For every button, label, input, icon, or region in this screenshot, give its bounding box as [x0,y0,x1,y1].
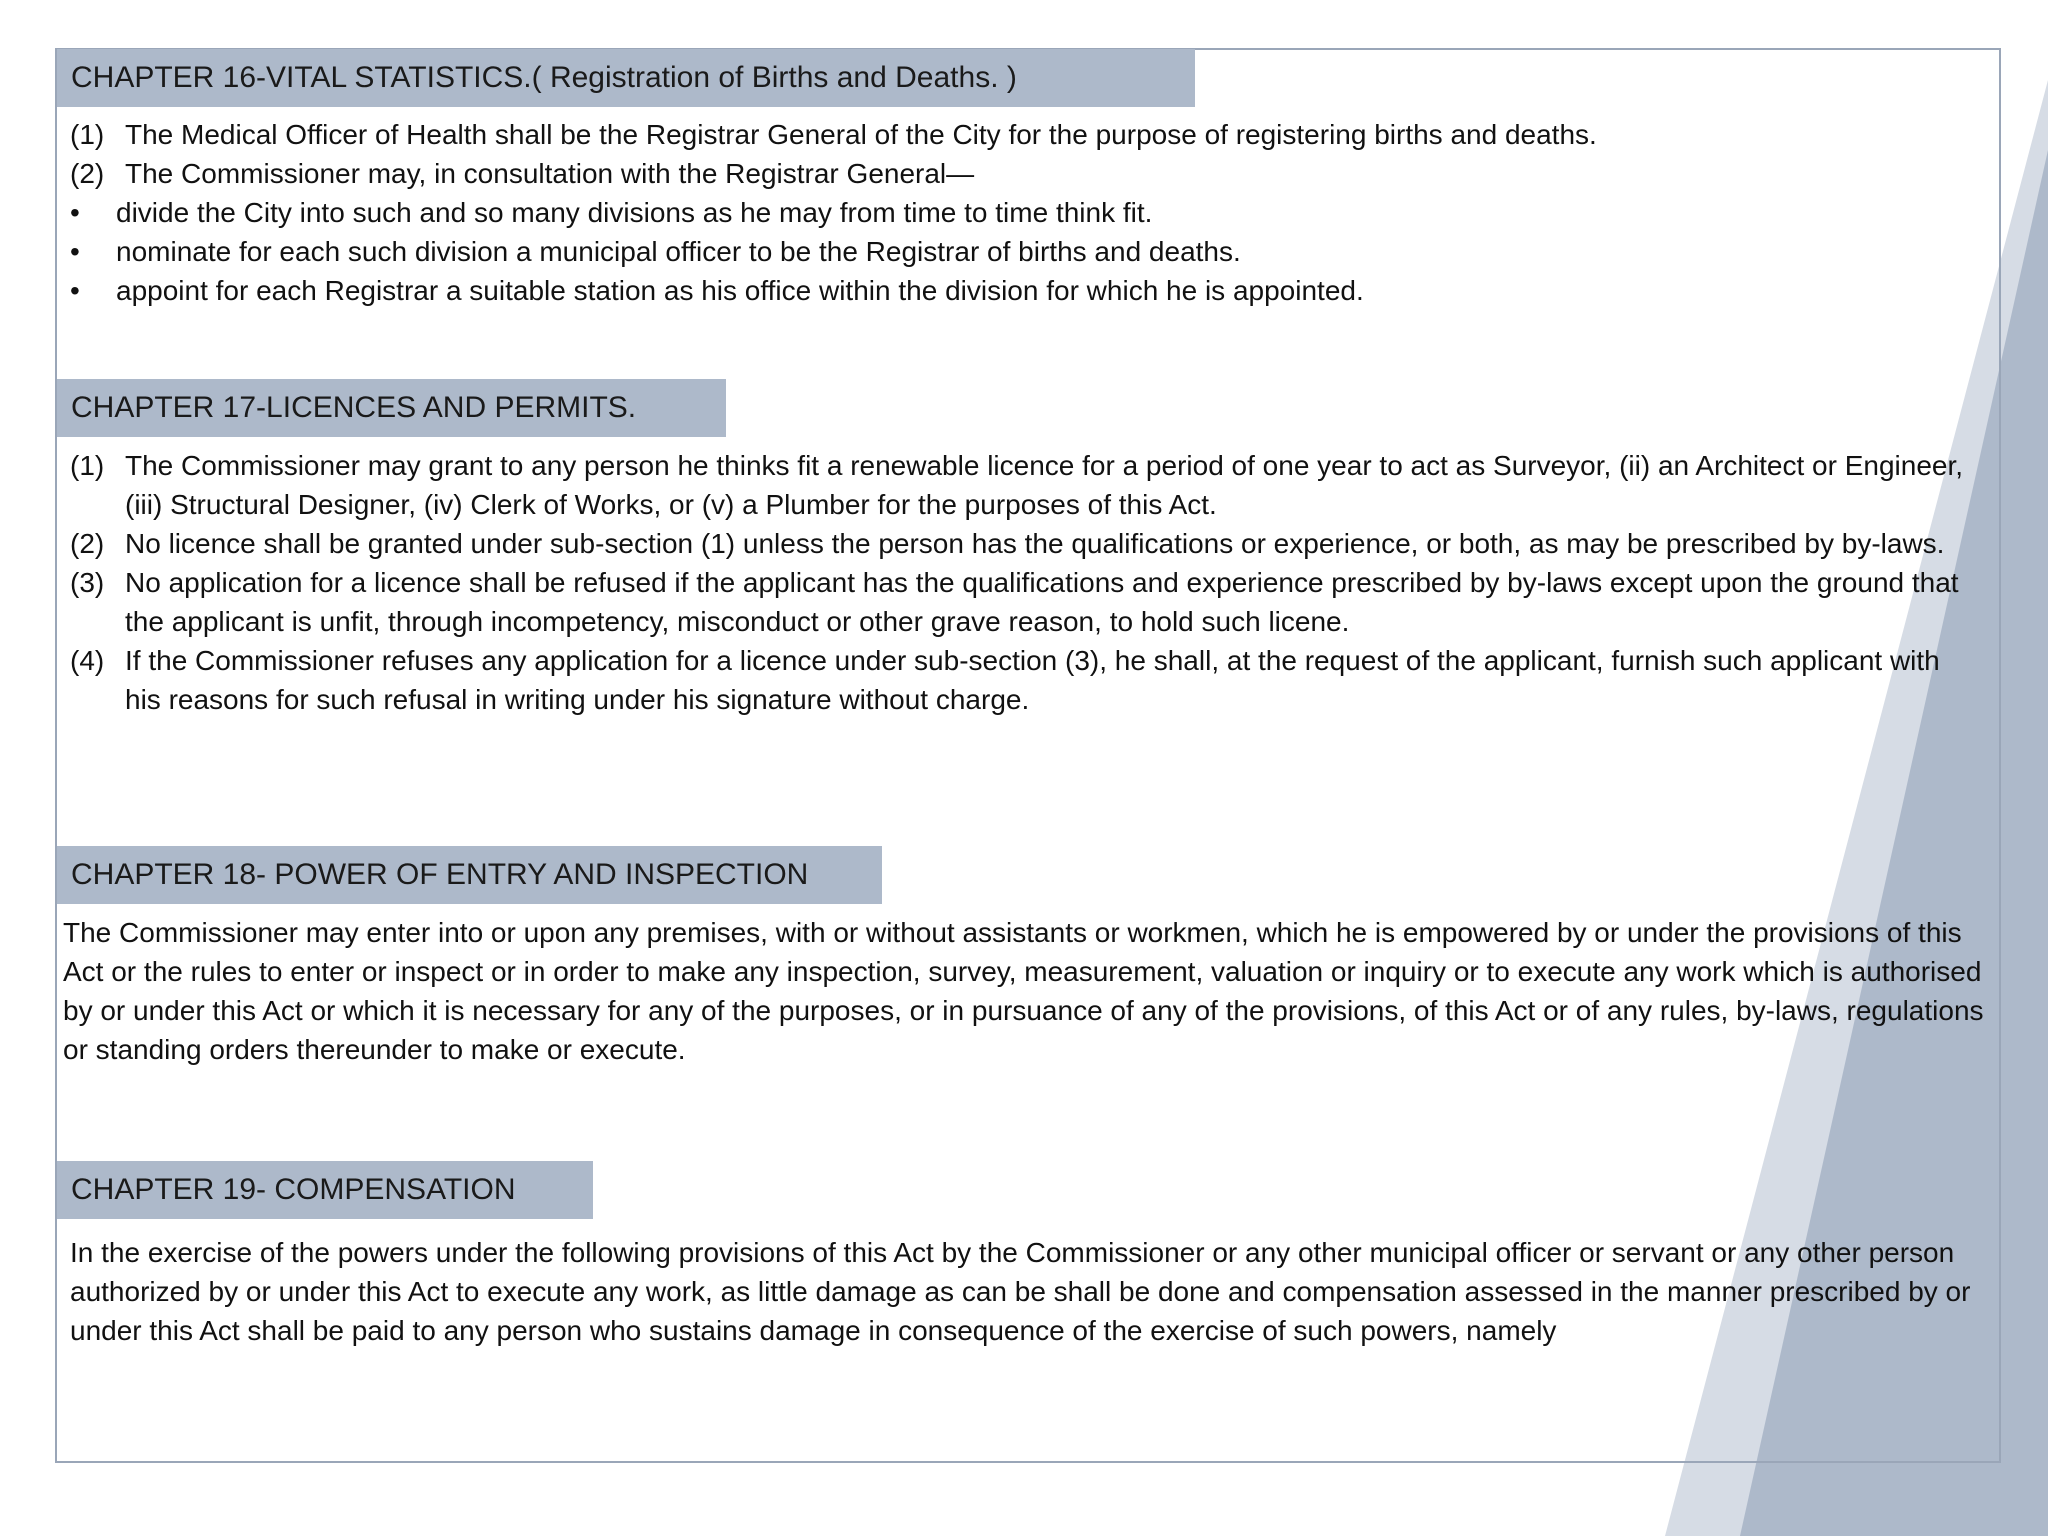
list-item [70,641,1970,719]
bullet-text: nominate for each such division a municipal officer to be the Registrar of births and deaths. [116,236,1241,267]
item-text: The Commissioner may, in consultation with the Registrar General— [125,158,975,189]
chapter-17-heading: CHAPTER 17-LICENCES AND PERMITS. [57,379,726,437]
item-text: The Commissioner may grant to any person he thinks fit a renewable licence for a period of one year to act as Surveyor, (ii) an Architect or Engineer, (iii) Structural Designer, (iv) Clerk of Works, or (v) a Plumber for the purposes of this Act. [125,450,1964,520]
chapter-17-list [70,446,1970,719]
item-text: No licence shall be granted under sub-section (1) unless the person has the qualifications or experience, or both, as may be prescribed by by-laws. [125,528,1945,559]
item-number: (2) [70,158,105,189]
list-item [70,563,1970,641]
bullet-text: divide the City into such and so many divisions as he may from time to time think fit. [116,197,1153,228]
bullet-text: appoint for each Registrar a suitable station as his office within the division for which he is appointed. [116,275,1364,306]
item-number: (1) [70,450,105,481]
chapter-18-body: The Commissioner may enter into or upon any premises, with or without assistants or workmen, which he is empowered by or under the provisions of this Act or the rules to enter or inspect or in order to make any inspection, survey, measurement, valuation or inquiry or to execute any work which is authorised by or under this Act or which it is necessary for any of the purposes, or in pursuance of any of the provisions, of this Act or of any rules, by-laws, regulations or standing orders thereunder to make or execute. [63,917,1984,1065]
bullet-item [70,232,1970,271]
chapter-16-list [70,115,1970,310]
item-number: (4) [70,645,105,676]
bullet-mark: • [70,236,80,267]
bullet-mark: • [70,275,80,306]
list-item [70,446,1970,524]
bullet-item [70,271,1970,310]
list-item [70,524,1970,563]
item-text: No application for a licence shall be refused if the applicant has the qualifications and experience prescribed by by-laws except upon the ground that the applicant is unfit, through incompetency, misconduct or other grave reason, to hold such licene. [125,567,1959,637]
chapter-19-body: In the exercise of the powers under the following provisions of this Act by the Commissioner or any other municipal officer or servant or any other person authorized by or under this Act to execute any work, as little damage as can be shall be done and compensation assessed in the manner prescribed by or under this Act shall be paid to any person who sustains damage in consequence of the exercise of such powers, namely [70,1237,1971,1346]
bullet-item [70,193,1970,232]
item-text: If the Commissioner refuses any application for a licence under sub-section (3), he shall, at the request of the applicant, furnish such applicant with his reasons for such refusal in writing under his signature without charge. [125,645,1940,715]
list-item [70,115,1970,154]
item-number: (1) [70,119,105,150]
chapter-18-heading: CHAPTER 18- POWER OF ENTRY AND INSPECTION [57,846,882,904]
list-item [70,154,1970,193]
chapter-19-heading: CHAPTER 19- COMPENSATION [57,1161,593,1219]
item-number: (2) [70,528,105,559]
chapter-16-heading: CHAPTER 16-VITAL STATISTICS.( Registration of Births and Deaths. ) [57,49,1195,107]
item-text: The Medical Officer of Health shall be the Registrar General of the City for the purpose of registering births and deaths. [125,119,1597,150]
item-number: (3) [70,567,105,598]
bullet-mark: • [70,197,80,228]
